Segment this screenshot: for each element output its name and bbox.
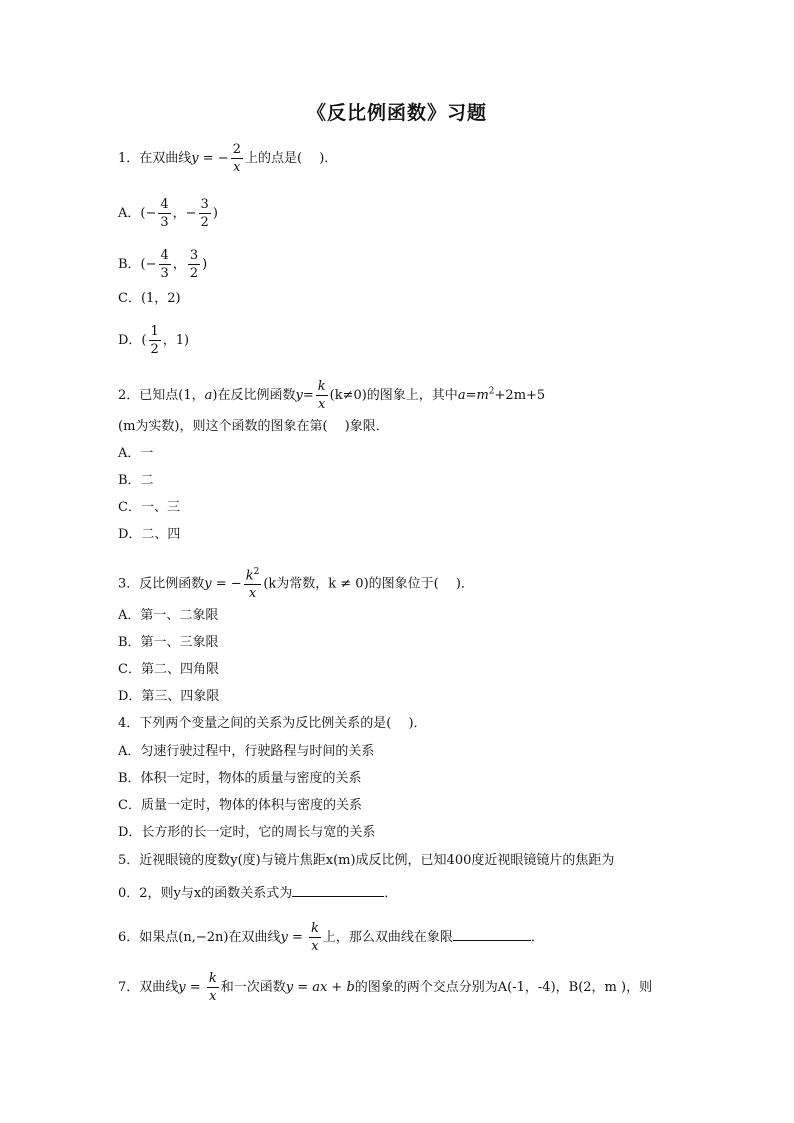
- q2-rest: +2m+5: [494, 388, 546, 403]
- question-3: [118, 568, 474, 600]
- q3-frac-num: k: [245, 568, 254, 584]
- q1b-d1: 3: [160, 266, 169, 281]
- q1d-n1: 1: [150, 324, 159, 339]
- q1-frac-num: 2: [232, 142, 241, 157]
- q6-eq: =: [287, 930, 307, 945]
- q1b-pre: B．(−: [118, 257, 157, 272]
- q2-pre: 2．已知点(1，: [118, 388, 205, 403]
- q3-option-c: C．第二、四角限: [118, 662, 219, 677]
- q7-y: y: [178, 980, 186, 995]
- q1-stem-pre: 1．在双曲线: [118, 151, 192, 166]
- q4-option-d: D．长方形的长一定时，它的周长与宽的关系: [118, 825, 376, 840]
- q6-post: 上，那么双曲线在象限: [322, 930, 453, 945]
- q1-option-d: [118, 325, 189, 356]
- q2-eq: =: [302, 388, 314, 403]
- q1a-n2: 3: [200, 197, 209, 212]
- question-1: [118, 143, 337, 174]
- q2-line-2: (m为实数)，则这个函数的图象在第( )象限．: [118, 419, 389, 434]
- q7-mid: 和一次函数: [220, 980, 286, 995]
- q6-fraction: [309, 922, 321, 953]
- q1-frac-den: x: [233, 160, 241, 175]
- q2-mid1: )在反比例函数: [212, 388, 296, 403]
- page-title: 《反比例函数》习题: [306, 102, 487, 124]
- q3-pre: 3．反比例函数: [118, 576, 205, 592]
- q6-end: ．: [530, 930, 544, 945]
- q3-option-a: A．第一、二象限: [118, 608, 219, 623]
- q1d-pre: D．(: [118, 333, 147, 348]
- q3-option-b: B．第一、三象限: [118, 635, 219, 650]
- q2-a: a: [204, 388, 213, 403]
- q1b-frac2: [188, 249, 200, 280]
- q1b-n2: 3: [189, 248, 199, 263]
- q3-y: y: [204, 576, 212, 592]
- q1-fraction: [231, 143, 243, 174]
- q1a-frac2: [199, 198, 211, 229]
- q4-option-c: C．质量一定时，物体的体积与密度的关系: [118, 798, 362, 813]
- q7-pre: 7．双曲线: [118, 980, 179, 995]
- q2-exp: 2: [488, 386, 495, 397]
- q7-frac-den: x: [209, 989, 217, 1004]
- q1d-d1: 2: [150, 342, 159, 357]
- q1-option-b: [118, 249, 207, 280]
- q5-line-2: [118, 884, 397, 902]
- q7-linear: y = ax + b: [285, 980, 355, 995]
- q6-y: y: [280, 930, 288, 945]
- q3-option-d: D．第三、四象限: [118, 689, 220, 704]
- q2-option-c: C．一、三: [118, 500, 180, 515]
- q6-frac-num: k: [311, 921, 319, 936]
- question-5: 5．近视眼镜的度数y(度)与镜片焦距x(m)成反比例，已知400度近视眼镜镜片的焦距为: [118, 853, 615, 868]
- q6-pre: 6．如果点(n,−2n)在双曲线: [118, 930, 281, 945]
- q3-fraction: [244, 568, 262, 600]
- q5-end: ．: [384, 886, 398, 901]
- q1b-d2: 2: [189, 266, 199, 281]
- q3-frac-num-wrap: [244, 568, 262, 585]
- q7-eq: =: [185, 980, 205, 995]
- q1b-n1: 4: [160, 248, 169, 263]
- q6-frac-den: x: [311, 939, 319, 954]
- q7-fraction: [207, 972, 219, 1003]
- q1b-frac1: [159, 249, 171, 280]
- q2-rel: a=m: [457, 388, 489, 403]
- q3-post: (k为常数，k ≠ 0)的图象位于( )．: [263, 576, 474, 592]
- q6-answer-blank[interactable]: [453, 928, 531, 941]
- q1b-mid: ，: [172, 257, 186, 272]
- q2-fraction: [316, 380, 328, 411]
- q3-eq: = −: [211, 576, 242, 592]
- q3-frac-den: x: [248, 586, 257, 602]
- q1a-pre: A．(−: [118, 206, 157, 221]
- q4-option-b: B．体积一定时，物体的质量与密度的关系: [118, 771, 362, 786]
- q7-frac-num: k: [208, 971, 217, 986]
- q1-stem-post: 上的点是( )．: [244, 151, 338, 166]
- question-4: 4．下列两个变量之间的关系为反比例关系的是( )．: [118, 716, 427, 731]
- q1-option-c: C．(1，2): [118, 291, 181, 306]
- q1-eq: = −: [198, 151, 229, 166]
- q1d-post: ，1): [162, 333, 190, 348]
- q2-frac-den: x: [318, 397, 326, 412]
- q2-option-b: B．二: [118, 473, 154, 488]
- q3-frac-exp: 2: [253, 567, 260, 577]
- q2-frac-num: k: [317, 379, 326, 394]
- q1a-post: ): [212, 206, 218, 221]
- q1a-frac1: [158, 198, 170, 229]
- q2-y: y: [295, 388, 303, 403]
- question-6: [118, 922, 544, 953]
- q2-cond: (k≠0)的图象上，其中: [329, 388, 458, 403]
- q1a-d1: 3: [160, 215, 169, 230]
- q1-option-a: [118, 198, 218, 229]
- q1a-d2: 2: [200, 215, 209, 230]
- q4-option-a: A．匀速行驶过程中，行驶路程与时间的关系: [118, 744, 375, 759]
- q1a-mid: ，−: [172, 206, 197, 221]
- q1d-frac: [149, 325, 161, 356]
- q2-option-a: A．一: [118, 446, 154, 461]
- q1b-post: ): [202, 257, 208, 272]
- question-7: [118, 972, 652, 1003]
- q7-post: 的图象的两个交点分别为A(-1，-4)，B(2，m )，则: [354, 980, 653, 995]
- question-2: [118, 380, 545, 411]
- q1-y: y: [191, 151, 199, 166]
- q1a-n1: 4: [160, 197, 169, 212]
- q5-answer-blank[interactable]: [292, 884, 384, 897]
- q2-option-d: D．二、四: [118, 527, 181, 542]
- q5-line2-text: 0．2，则y与x的函数关系式为: [118, 886, 293, 901]
